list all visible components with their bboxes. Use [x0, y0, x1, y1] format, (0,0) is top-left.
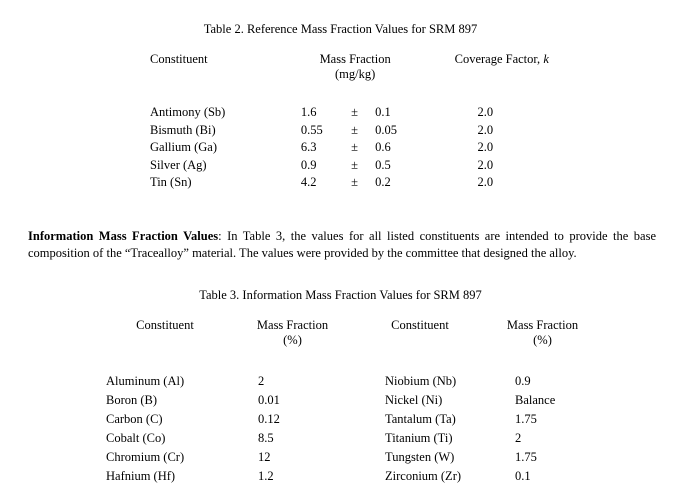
table2-header-unit: (mg/kg)	[335, 67, 376, 81]
table3-subheader-row	[100, 333, 600, 348]
table3-left-value: 1.2	[258, 469, 274, 483]
table2-uncertainty: 0.1	[375, 105, 391, 119]
table2-constituent: Tin (Sn)	[150, 175, 192, 189]
table-row	[100, 372, 600, 391]
table-row	[150, 174, 570, 192]
table2-plusminus: ±	[351, 122, 358, 137]
table3-left-value: 2	[258, 374, 265, 388]
table-row	[100, 448, 600, 467]
table3-header-unit-right: (%)	[533, 333, 552, 347]
table2-constituent: Gallium (Ga)	[150, 140, 217, 154]
table2-value: 0.55	[300, 122, 323, 137]
table3-caption: Table 3. Information Mass Fraction Values for SRM 897	[199, 288, 482, 302]
table2-value: 1.6	[300, 105, 317, 119]
table3-right-constituent: Zirconium (Zr)	[385, 469, 462, 483]
table3-header-mass-fraction-left: Mass Fraction	[256, 318, 329, 332]
table2-plusminus: ±	[351, 175, 358, 189]
table-row	[150, 139, 570, 157]
table3-header-unit-left: (%)	[283, 333, 302, 347]
table3-right-constituent: Tungsten (W)	[385, 450, 455, 464]
table2-plusminus: ±	[351, 157, 358, 172]
table2-subheader-row	[150, 67, 570, 82]
table2-header-coverage-factor-text: Coverage Factor,	[454, 52, 544, 66]
table3-right-value: 1.75	[515, 412, 537, 426]
table3-left-constituent: Boron (B)	[106, 393, 158, 407]
table-row	[150, 157, 570, 175]
table2-constituent: Silver (Ag)	[150, 157, 207, 172]
table2-coverage: 2.0	[477, 122, 494, 137]
table3-left-constituent: Hafnium (Hf)	[106, 469, 176, 483]
table2-coverage: 2.0	[477, 157, 494, 172]
table3-left-constituent: Carbon (C)	[106, 412, 163, 426]
table2-uncertainty: 0.5	[375, 157, 391, 172]
table2-value: 0.9	[300, 157, 317, 172]
table2-uncertainty: 0.6	[375, 140, 391, 154]
table2-header-mass-fraction: Mass Fraction	[319, 52, 391, 66]
table-row	[100, 391, 600, 410]
table3-right-value: 0.1	[515, 469, 531, 483]
table3-left-constituent: Aluminum (Al)	[106, 374, 185, 388]
table-row	[100, 429, 600, 448]
table3-right-value: 1.75	[515, 450, 537, 464]
table3-left-constituent: Cobalt (Co)	[106, 431, 166, 445]
table2-constituent: Bismuth (Bi)	[150, 122, 216, 137]
table2-header-row	[150, 52, 570, 67]
table2-coverage: 2.0	[477, 140, 494, 154]
table3-header-constituent-right: Constituent	[391, 318, 449, 332]
table2-coverage: 2.0	[477, 105, 494, 119]
table2-header-constituent: Constituent	[150, 52, 208, 66]
information-mass-fraction-table	[100, 318, 600, 486]
table3-right-constituent: Titanium (Ti)	[385, 431, 453, 445]
table2-subheader-blank	[150, 67, 277, 82]
table3-spacer-row	[100, 348, 600, 372]
table3-header-row	[100, 318, 600, 333]
table3-right-constituent: Tantalum (Ta)	[385, 412, 456, 426]
table3-subheader-blank-right	[355, 333, 485, 348]
table2-plusminus: ±	[351, 105, 358, 119]
table2-uncertainty: 0.2	[375, 175, 391, 189]
table-row	[100, 467, 600, 486]
table3-right-constituent: Nickel (Ni)	[385, 393, 443, 407]
table3-left-value: 0.12	[258, 412, 280, 426]
table2-spacer-cell	[150, 82, 570, 104]
table2-constituent: Antimony (Sb)	[150, 105, 226, 119]
table3-right-value: Balance	[515, 393, 556, 407]
table2-uncertainty: 0.05	[375, 122, 398, 137]
paragraph-body: : In Table 3, the values for all listed constituents are intended to provide the base composition of the “Tracealloy” material. The values were provided by the committee that designed the alloy.	[28, 229, 656, 260]
table2-header-coverage-factor-symbol: k	[543, 52, 549, 66]
table2-coverage: 2.0	[477, 175, 494, 189]
reference-mass-fraction-table	[150, 52, 570, 192]
table2-header-coverage-factor	[434, 52, 571, 67]
table2-subheader-blank-right	[434, 67, 571, 82]
table3-subheader-blank-left	[100, 333, 230, 348]
table3-header-mass-fraction-right: Mass Fraction	[506, 318, 579, 332]
table3-spacer-cell	[100, 348, 600, 372]
table-row	[150, 122, 570, 140]
table2-plusminus: ±	[351, 140, 358, 154]
table3-left-constituent: Chromium (Cr)	[106, 450, 185, 464]
table3-header-constituent-left: Constituent	[136, 318, 194, 332]
table2-spacer-row	[150, 82, 570, 104]
table2-value: 4.2	[300, 175, 317, 189]
table3-left-value: 12	[258, 450, 271, 464]
information-mass-fraction-paragraph	[28, 228, 656, 262]
table3-right-value: 2	[515, 431, 522, 445]
table-row	[100, 410, 600, 429]
table3-right-constituent: Niobium (Nb)	[385, 374, 457, 388]
table3-right-value: 0.9	[515, 374, 531, 388]
table2-caption: Table 2. Reference Mass Fraction Values for SRM 897	[203, 22, 478, 36]
table2-body	[150, 104, 570, 192]
table3-body	[100, 372, 600, 486]
table3-left-value: 8.5	[258, 431, 274, 445]
table2-value: 6.3	[300, 140, 317, 154]
table3-left-value: 0.01	[258, 393, 280, 407]
table-row	[150, 104, 570, 122]
paragraph-lead-in: Information Mass Fraction Values	[28, 229, 219, 243]
